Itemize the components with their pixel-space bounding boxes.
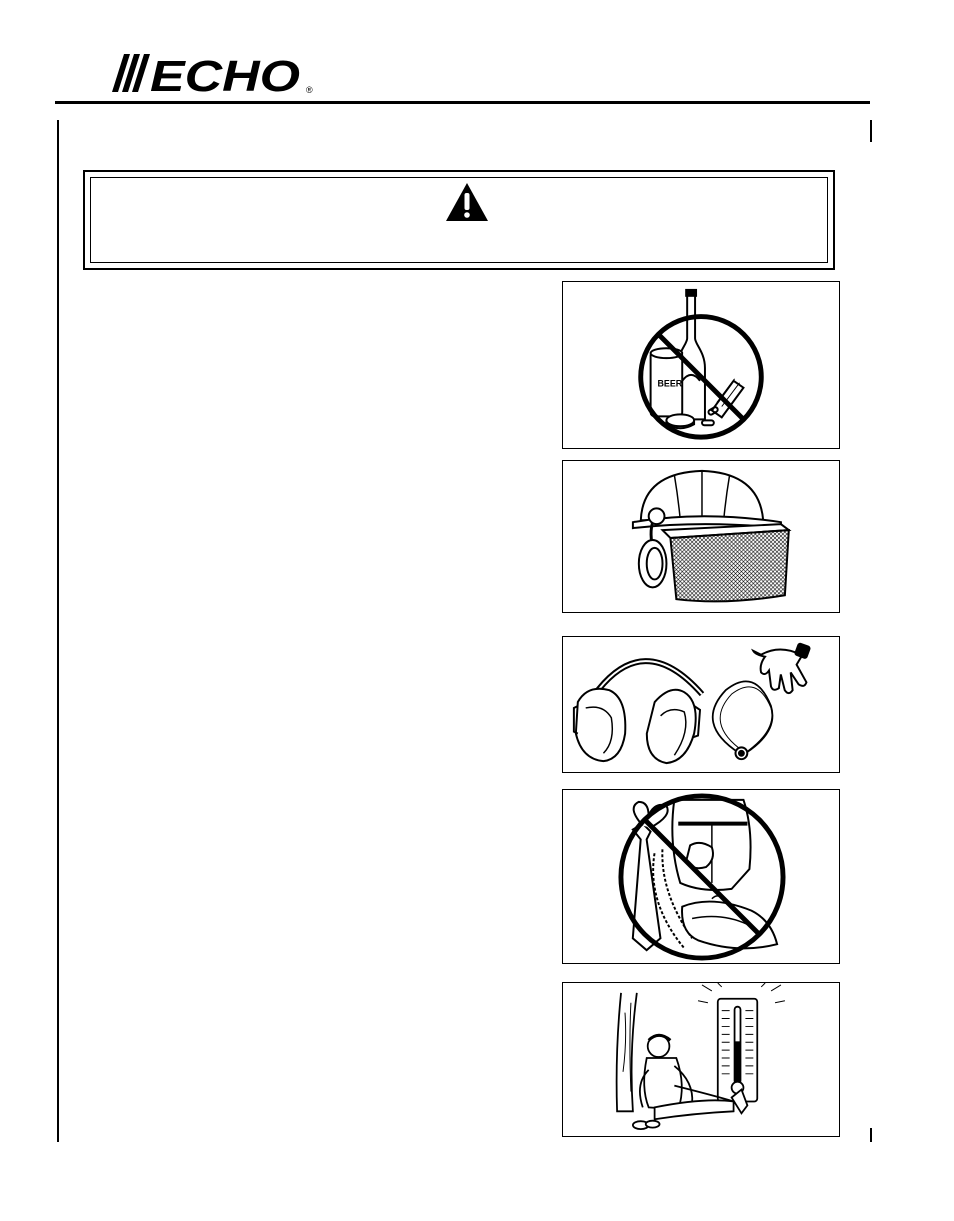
beer-can-label: BEER	[657, 378, 683, 389]
warning-box	[83, 170, 835, 270]
warning-triangle-icon	[445, 182, 489, 222]
heat-exhaustion-icon	[562, 982, 840, 1137]
no-alcohol-drugs-icon	[562, 281, 840, 449]
hearing-protection-gloves-icon	[562, 636, 840, 773]
no-loose-clothing-jewelry-icon	[562, 789, 840, 964]
page-frame-right	[870, 120, 872, 142]
echo-logo	[110, 50, 320, 96]
header-rule	[55, 101, 870, 104]
registered-mark: ®	[306, 85, 313, 95]
logo-text: ECHO	[150, 52, 300, 96]
safety-helmet-face-shield-icon	[562, 460, 840, 613]
page-frame-left	[57, 120, 59, 1142]
page-frame-right-bottom	[870, 1128, 872, 1142]
